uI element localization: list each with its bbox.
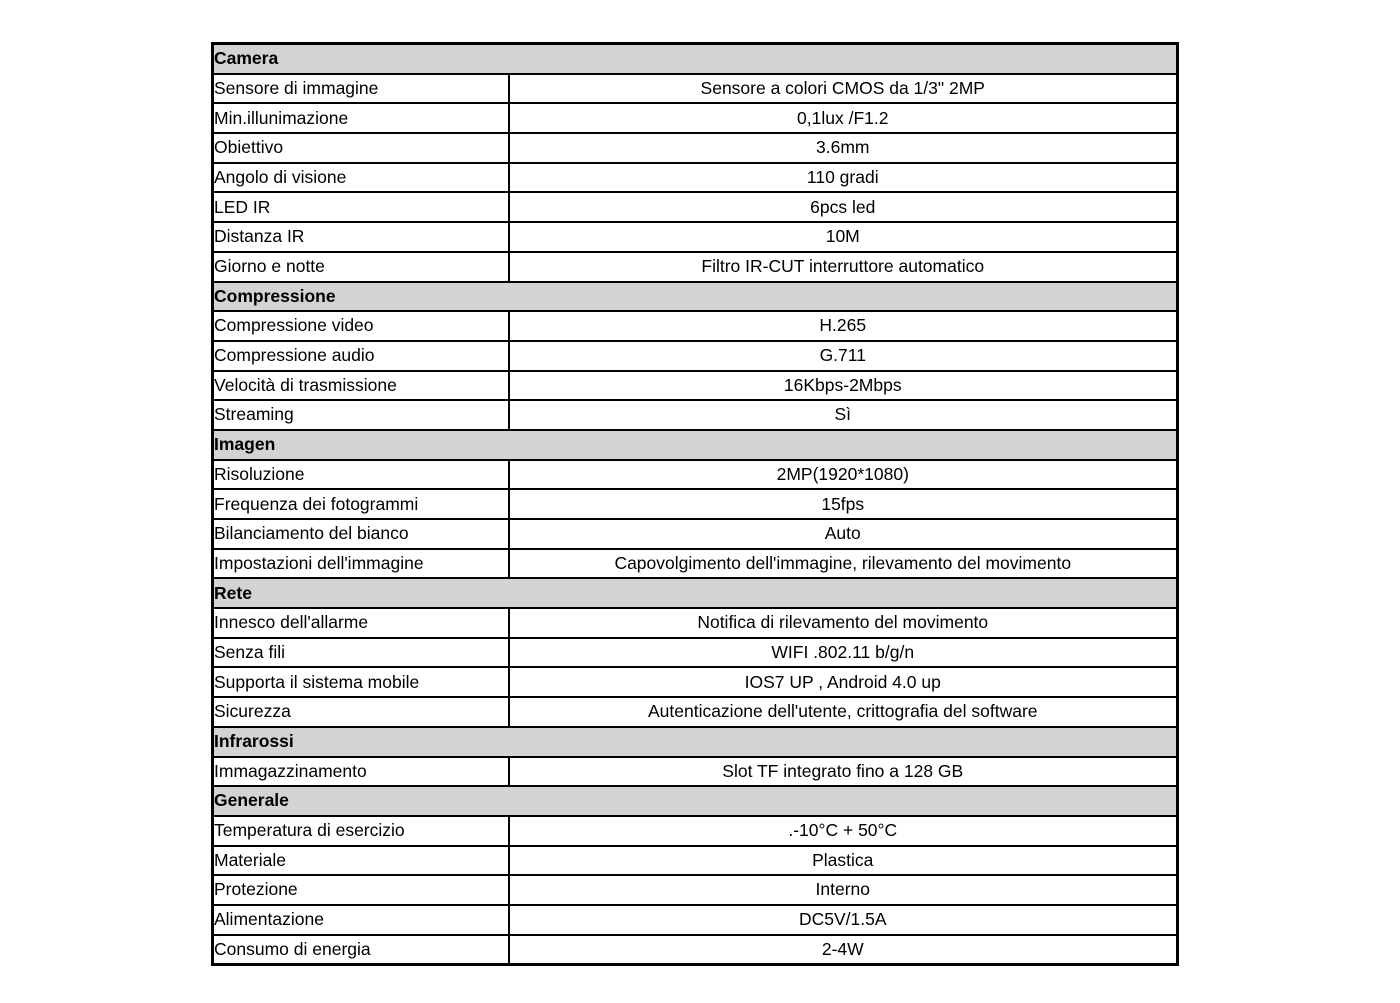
spec-label: Streaming: [213, 400, 509, 430]
table-row: [213, 222, 1178, 252]
spec-value: Capovolgimento dell'immagine, rilevamento del movimento: [509, 549, 1178, 579]
spec-value: Filtro IR-CUT interruttore automatico: [509, 252, 1178, 282]
table-row: [213, 252, 1178, 282]
table-row: [213, 489, 1178, 519]
spec-value: 0,1lux /F1.2: [509, 103, 1178, 133]
section-header-row: [213, 44, 1178, 74]
spec-label: Temperatura di esercizio: [213, 816, 509, 846]
spec-value: Auto: [509, 519, 1178, 549]
table-row: [213, 757, 1178, 787]
section-header-row: [213, 786, 1178, 816]
spec-label: Impostazioni dell'immagine: [213, 549, 509, 579]
spec-value: DC5V/1.5A: [509, 905, 1178, 935]
spec-value: H.265: [509, 311, 1178, 341]
spec-value: Plastica: [509, 846, 1178, 876]
spec-value: 3.6mm: [509, 133, 1178, 163]
table-row: [213, 133, 1178, 163]
spec-value: .-10°C + 50°C: [509, 816, 1178, 846]
table-row: [213, 341, 1178, 371]
spec-label: Senza fili: [213, 638, 509, 668]
table-row: [213, 875, 1178, 905]
table-row: [213, 935, 1178, 965]
spec-label: LED IR: [213, 192, 509, 222]
spec-value: 10M: [509, 222, 1178, 252]
spec-label: Obiettivo: [213, 133, 509, 163]
spec-value: 15fps: [509, 489, 1178, 519]
spec-value: IOS7 UP , Android 4.0 up: [509, 667, 1178, 697]
spec-value: 16Kbps-2Mbps: [509, 371, 1178, 401]
section-header: Imagen: [213, 430, 1178, 460]
table-row: [213, 638, 1178, 668]
spec-value: WIFI .802.11 b/g/n: [509, 638, 1178, 668]
section-header-row: [213, 578, 1178, 608]
spec-value: 6pcs led: [509, 192, 1178, 222]
spec-label: Sicurezza: [213, 697, 509, 727]
table-row: [213, 549, 1178, 579]
spec-label: Supporta il sistema mobile: [213, 667, 509, 697]
section-header: Generale: [213, 786, 1178, 816]
spec-value: Sensore a colori CMOS da 1/3" 2MP: [509, 74, 1178, 104]
section-header-row: [213, 430, 1178, 460]
spec-value: Sì: [509, 400, 1178, 430]
table-row: [213, 460, 1178, 490]
spec-label: Compressione video: [213, 311, 509, 341]
spec-value: Autenticazione dell'utente, crittografia del software: [509, 697, 1178, 727]
spec-label: Protezione: [213, 875, 509, 905]
section-header-row: [213, 727, 1178, 757]
spec-label: Angolo di visione: [213, 163, 509, 193]
table-row: [213, 400, 1178, 430]
spec-value: Interno: [509, 875, 1178, 905]
table-row: [213, 103, 1178, 133]
spec-label: Immagazzinamento: [213, 757, 509, 787]
spec-table-body: [213, 44, 1178, 965]
spec-label: Velocità di trasmissione: [213, 371, 509, 401]
spec-label: Min.illunimazione: [213, 103, 509, 133]
spec-value: G.711: [509, 341, 1178, 371]
table-row: [213, 192, 1178, 222]
section-header: Rete: [213, 578, 1178, 608]
table-row: [213, 697, 1178, 727]
table-row: [213, 667, 1178, 697]
section-header: Compressione: [213, 282, 1178, 312]
table-row: [213, 608, 1178, 638]
section-header-row: [213, 282, 1178, 312]
spec-label: Bilanciamento del bianco: [213, 519, 509, 549]
spec-label: Frequenza dei fotogrammi: [213, 489, 509, 519]
section-header: Camera: [213, 44, 1178, 74]
camera-spec-table: [211, 42, 1179, 966]
table-row: [213, 163, 1178, 193]
section-header: Infrarossi: [213, 727, 1178, 757]
table-row: [213, 519, 1178, 549]
spec-label: Alimentazione: [213, 905, 509, 935]
table-row: [213, 371, 1178, 401]
spec-value: Slot TF integrato fino a 128 GB: [509, 757, 1178, 787]
table-row: [213, 905, 1178, 935]
spec-label: Consumo di energia: [213, 935, 509, 965]
spec-value: 2MP(1920*1080): [509, 460, 1178, 490]
spec-label: Risoluzione: [213, 460, 509, 490]
spec-value: Notifica di rilevamento del movimento: [509, 608, 1178, 638]
spec-label: Innesco dell'allarme: [213, 608, 509, 638]
table-row: [213, 846, 1178, 876]
table-row: [213, 74, 1178, 104]
table-row: [213, 816, 1178, 846]
spec-label: Materiale: [213, 846, 509, 876]
spec-label: Giorno e notte: [213, 252, 509, 282]
spec-value: 2-4W: [509, 935, 1178, 965]
spec-value: 110 gradi: [509, 163, 1178, 193]
spec-label: Distanza IR: [213, 222, 509, 252]
table-row: [213, 311, 1178, 341]
spec-label: Sensore di immagine: [213, 74, 509, 104]
spec-label: Compressione audio: [213, 341, 509, 371]
